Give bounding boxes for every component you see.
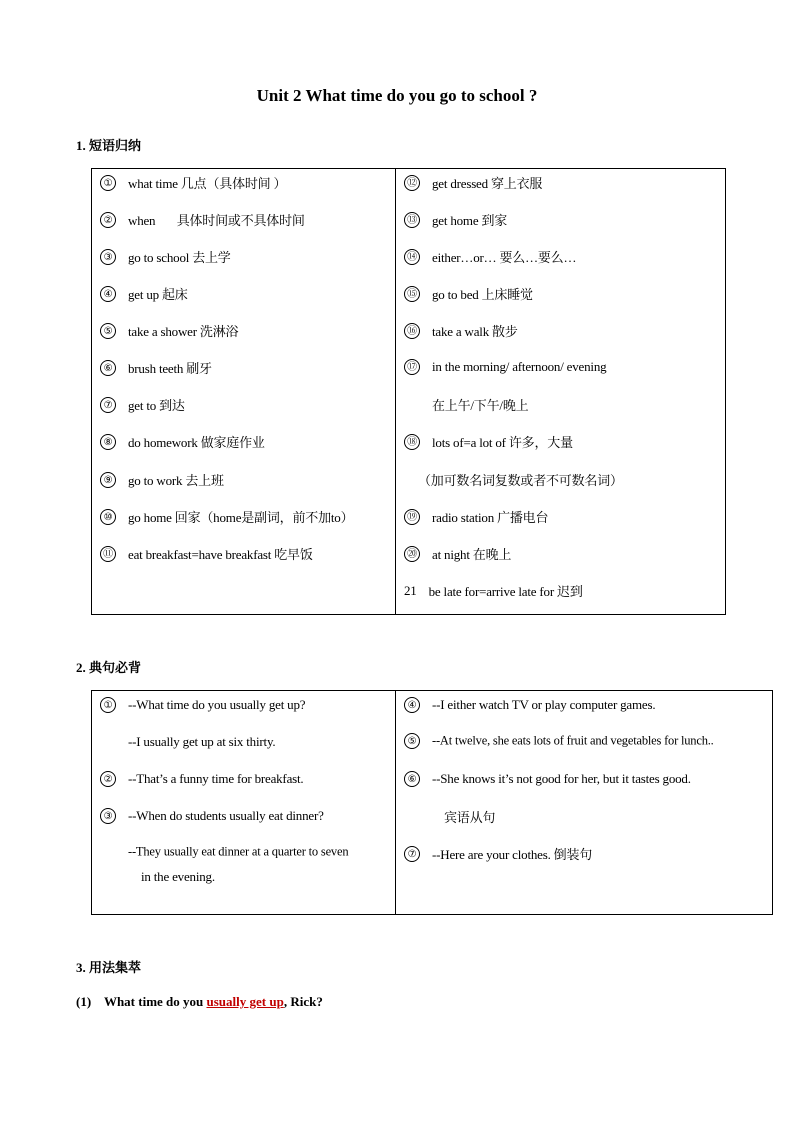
usage-item (76, 994, 323, 1010)
phrase-row (404, 247, 576, 266)
phrase-text: brush teeth 刷牙 (128, 361, 212, 376)
sentence-row-answer (128, 844, 348, 860)
number-badge: ⑯ (404, 323, 420, 339)
phrase-row (100, 173, 286, 192)
phrase-row (404, 173, 542, 192)
phrase-row (404, 284, 533, 303)
phrase-row (100, 210, 305, 229)
phrase-row (100, 284, 188, 303)
phrase-row (100, 544, 313, 563)
sentence-text: in the evening. (141, 869, 215, 885)
phrase-text: radio station 广播电台 (432, 510, 549, 525)
phrase-text: either…or… 要么…要么… (432, 250, 577, 265)
number-badge: ⑳ (404, 546, 420, 562)
phrase-row (404, 507, 548, 526)
number-badge: ④ (404, 697, 420, 713)
phrase-row-continuation (418, 470, 623, 489)
phrases-right-column (396, 169, 725, 614)
phrase-text: go to school 去上学 (128, 250, 231, 265)
number-badge: ⑱ (404, 434, 420, 450)
sentence-row-note (444, 807, 495, 826)
phrase-text: do homework 做家庭作业 (128, 435, 265, 450)
sentence-text: --At twelve, she eats lots of fruit and vegetables for lunch.. (432, 733, 714, 748)
phrase-text: get dressed 穿上衣服 (432, 176, 543, 191)
sentence-text: --That’s a funny time for breakfast. (128, 771, 304, 787)
section-heading-key-sentences: 2. 典句必背 (76, 660, 142, 675)
phrase-text: eat breakfast=have breakfast 吃早饭 (128, 547, 313, 562)
phrase-text: when 具体时间或不具体时间 (128, 213, 305, 228)
number-badge: ⑰ (404, 359, 420, 375)
sentence-row-answer-cont (141, 868, 215, 885)
phrase-text: go home 回家（home是副词，前不加to） (128, 510, 354, 525)
usage-item-text-after: , Rick? (283, 994, 323, 1009)
phrase-row (100, 470, 224, 489)
phrase-text: go to bed 上床睡觉 (432, 287, 533, 302)
phrase-text: take a shower 洗淋浴 (128, 324, 239, 339)
phrase-text: at night 在晚上 (432, 547, 512, 562)
number-badge: ⑦ (100, 397, 116, 413)
phrase-row (404, 544, 511, 563)
number-badge: ⑲ (404, 509, 420, 525)
phrase-text: get up 起床 (128, 287, 188, 302)
number-badge: ⑦ (404, 846, 420, 862)
number-badge: ① (100, 697, 116, 713)
phrase-row (100, 321, 238, 340)
sentence-row (404, 844, 592, 863)
sentence-row (404, 770, 691, 787)
phrase-text: in the morning/ afternoon/ evening (432, 359, 607, 375)
section-heading-phrases: 1. 短语归纳 (76, 138, 142, 153)
phrase-row (100, 432, 265, 451)
phrases-left-column (92, 169, 395, 614)
sentence-text: 宾语从句 (444, 810, 496, 825)
number-badge: ③ (100, 808, 116, 824)
sentence-text: --I either watch TV or play computer games. (432, 697, 656, 713)
sentence-row-answer (128, 733, 275, 750)
usage-item-text-before: What time do you (103, 994, 207, 1009)
sentences-table (91, 690, 773, 915)
number-badge: ③ (100, 249, 116, 265)
sentences-right-column (396, 691, 772, 914)
phrase-row-continuation (432, 395, 528, 414)
phrase-row (404, 581, 583, 600)
number-badge: ② (100, 212, 116, 228)
phrase-row (404, 321, 518, 340)
section-heading-usage: 3. 用法集萃 (76, 960, 142, 975)
number-badge: ⑥ (404, 771, 420, 787)
sentence-text: --What time do you usually get up? (128, 697, 306, 713)
number-badge: ⑬ (404, 212, 420, 228)
phrase-row (100, 358, 212, 377)
sentence-text: --They usually eat dinner at a quarter to seven (128, 844, 349, 859)
phrase-text: lots of=a lot of 许多，大量 (432, 435, 573, 450)
phrase-text: be late for=arrive late for 迟到 (428, 584, 583, 599)
page-title: Unit 2 What time do you go to school ? (256, 86, 538, 105)
sentence-row (100, 770, 303, 787)
number-badge: ⑤ (404, 733, 420, 749)
number-badge: ⑫ (404, 175, 420, 191)
number-badge: ⑥ (100, 360, 116, 376)
phrases-table (91, 168, 726, 615)
sentence-row (404, 696, 655, 713)
phrase-text: get home 到家 (432, 213, 508, 228)
sentence-text: --Here are your clothes. 倒装句 (432, 847, 593, 862)
sentences-left-column (92, 691, 395, 914)
phrase-row (100, 395, 185, 414)
sentence-text: --She knows it’s not good for her, but it tastes good. (432, 771, 691, 787)
number-badge: ⑧ (100, 434, 116, 450)
usage-item-label: (1) (76, 994, 92, 1009)
phrase-text: go to work 去上班 (128, 473, 224, 488)
sentence-row (100, 807, 324, 824)
sentence-row (404, 733, 714, 749)
phrase-row (100, 247, 231, 266)
phrase-text: what time 几点（具体时间 ） (128, 176, 287, 191)
number-badge: ⑭ (404, 249, 420, 265)
number-badge: ⑤ (100, 323, 116, 339)
number-badge: ⑩ (100, 509, 116, 525)
sentence-text: --I usually get up at six thirty. (128, 734, 276, 750)
phrase-text: take a walk 散步 (432, 324, 518, 339)
number-badge: ① (100, 175, 116, 191)
sentence-text: --When do students usually eat dinner? (128, 808, 324, 824)
phrase-row (404, 358, 606, 375)
usage-item-highlight: usually get up (206, 994, 284, 1009)
phrase-text: （加可数名词复数或者不可数名词） (418, 473, 623, 488)
phrase-row (100, 507, 353, 526)
number-badge: ② (100, 771, 116, 787)
phrase-text: get to 到达 (128, 398, 185, 413)
phrase-row (404, 210, 507, 229)
phrase-text: 在上午/下午/晚上 (432, 398, 529, 413)
number-badge: ⑮ (404, 286, 420, 302)
number-badge: ⑨ (100, 472, 116, 488)
number-label: 21 (404, 582, 417, 598)
number-badge: ⑪ (100, 546, 116, 562)
number-badge: ④ (100, 286, 116, 302)
phrase-row (404, 432, 573, 451)
sentence-row (100, 696, 305, 713)
